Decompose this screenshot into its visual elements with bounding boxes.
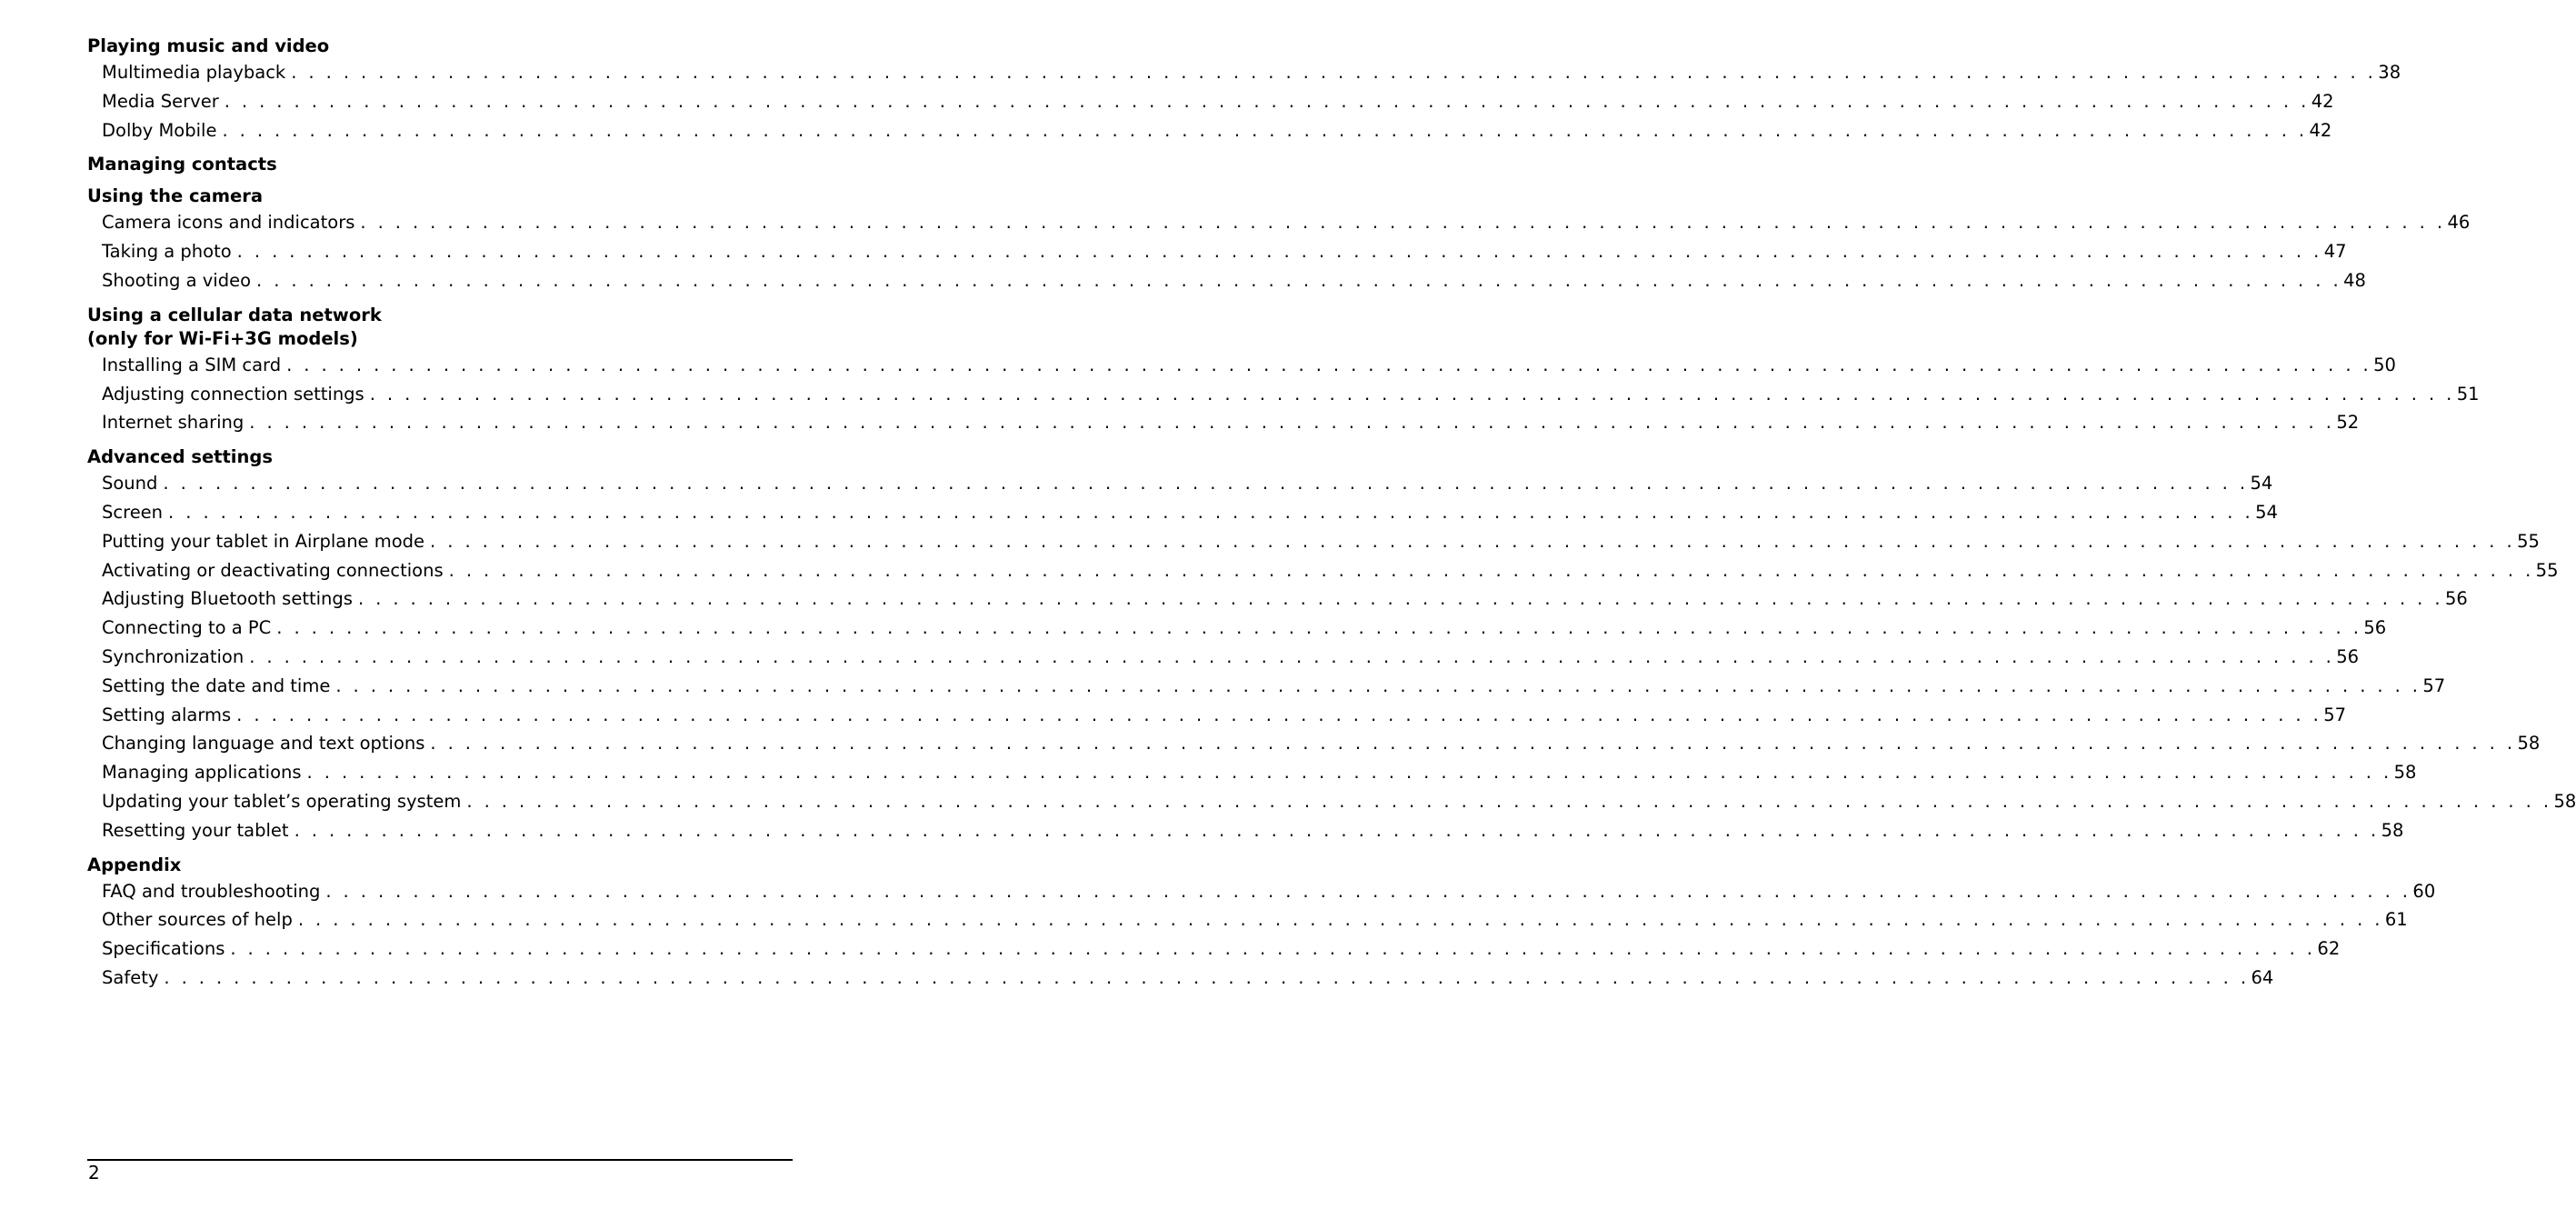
entry-label: Safety (102, 966, 159, 988)
entry-page-number: 42 (2311, 90, 2334, 112)
toc-entry[interactable] (87, 787, 2576, 816)
toc-entry[interactable] (87, 964, 2274, 993)
dot-leader: . . . . . . . . . . . . . . . . . . . . . . . . . . . . . . . . . . . . . . . . . . . . . . . . . . . . . . . . . . . . . . . . . . . . . . . . . . . . . . . . . . . . . . . . . . . . . . . . . . . . . . . . . . . . . . . . . . . . . . . . (164, 966, 2250, 988)
toc-entry[interactable] (87, 87, 2334, 116)
entry-label: Activating or deactivating connections (102, 559, 444, 581)
entry-page-number: 57 (2422, 674, 2446, 696)
entry-page-number: 56 (2444, 588, 2468, 610)
entry-label: Sound (102, 473, 158, 495)
entry-label: Installing a SIM card (102, 354, 282, 375)
dot-leader: . . . . . . . . . . . . . . . . . . . . . . . . . . . . . . . . . . . . . . . . . . . . . . . . . . . . . . . . . . . . . . . . . . . . . . . . . . . . . . . . . . . . . . . . . . . . . . . . . . . . . . . . . . . . . . . . . . . . . . . . (325, 880, 2411, 902)
toc-entry[interactable] (87, 380, 2480, 409)
entry-page-number: 55 (2517, 530, 2540, 552)
entry-label: Multimedia playback (102, 62, 286, 83)
section-heading: Appendix (87, 854, 182, 875)
entry-label: Adjusting connection settings (102, 383, 364, 405)
entry-label: Shooting a video (102, 269, 252, 291)
toc-entry[interactable] (87, 729, 2541, 758)
toc-entry[interactable] (87, 934, 2341, 964)
dot-leader: . . . . . . . . . . . . . . . . . . . . . . . . . . . . . . . . . . . . . . . . . . . . . . . . . . . . . . . . . . . . . . . . . . . . . . . . . . . . . . . . . . . . . . . . . . . . . . . . . . . . . . . . . . . . . . . . . . . . . . . . (369, 383, 2455, 405)
toc-entry[interactable] (87, 816, 2404, 845)
dot-leader: . . . . . . . . . . . . . . . . . . . . . . . . . . . . . . . . . . . . . . . . . . . . . . . . . . . . . . . . . . . . . . . . . . . . . . . . . . . . . . . . . . . . . . . . . . . . . . . . . . . . . . . . . . . . . . . . . . . . . . . . (236, 704, 2322, 725)
dot-leader: . . . . . . . . . . . . . . . . . . . . . . . . . . . . . . . . . . . . . . . . . . . . . . . . . . . . . . . . . . . . . . . . . . . . . . . . . . . . . . . . . . . . . . . . . . . . . . . . . . . . . . . . . . . . . . . . . . . . . . . . (249, 645, 2335, 667)
toc-entry[interactable] (87, 614, 2387, 643)
toc-entry[interactable] (87, 672, 2446, 701)
toc-entry[interactable] (87, 408, 2360, 437)
dot-leader: . . . . . . . . . . . . . . . . . . . . . . . . . . . . . . . . . . . . . . . . . . . . . . . . . . . . . . . . . . . . . . . . . . . . . . . . . . . . . . . . . . . . . . . . . . . . . . . . . . . . . . . . . . . . . . . . . . . . . . . . (222, 119, 2308, 141)
dot-leader: . . . . . . . . . . . . . . . . . . . . . . . . . . . . . . . . . . . . . . . . . . . . . . . . . . . . . . . . . . . . . . . . . . . . . . . . . . . . . . . . . . . . . . . . . . . . . . . . . . . . . . . . . . . . . . . . . . . . . . . . (466, 790, 2552, 812)
entry-label: Connecting to a PC (102, 617, 272, 639)
dot-leader: . . . . . . . . . . . . . . . . . . . . . . . . . . . . . . . . . . . . . . . . . . . . . . . . . . . . . . . . . . . . . . . . . . . . . . . . . . . . . . . . . . . . . . . . . . . . . . . . . . . . . . . . . . . . . . . . . . . . . . . . (249, 412, 2335, 434)
entry-label: Updating your tablet’s operating system (102, 790, 462, 812)
toc-entry[interactable] (87, 585, 2468, 614)
dot-leader: . . . . . . . . . . . . . . . . . . . . . . . . . . . . . . . . . . . . . . . . . . . . . . . . . . . . . . . . . . . . . . . . . . . . . . . . . . . . . . . . . . . . . . . . . . . . . . . . . . . . . . . . . . . . . . . . . . . . . . . . (286, 354, 2372, 375)
dot-leader: . . . . . . . . . . . . . . . . . . . . . . . . . . . . . . . . . . . . . . . . . . . . . . . . . . . . . . . . . . . . . . . . . . . . . . . . . . . . . . . . . . . . . . . . . . . . . . . . . . . . . . . . . . . . . . . . . . . . . . . . (230, 938, 2316, 960)
toc-entry[interactable] (87, 905, 2408, 934)
entry-label: Screen (102, 501, 164, 523)
entry-label: Media Server (102, 90, 219, 112)
toc-entry[interactable] (87, 266, 2366, 295)
section-heading: Using a cellular data network (only for Wi-Fi+3G models) (87, 304, 382, 349)
dot-leader: . . . . . . . . . . . . . . . . . . . . . . . . . . . . . . . . . . . . . . . . . . . . . . . . . . . . . . . . . . . . . . . . . . . . . . . . . . . . . . . . . . . . . . . . . . . . . . . . . . . . . . . . . . . . . . . . . . . . . . . . (448, 559, 2534, 581)
toc-entry[interactable] (87, 469, 2273, 498)
entry-label: Resetting your tablet (102, 819, 289, 841)
entry-page-number: 58 (2517, 733, 2541, 754)
toc-entry[interactable] (87, 208, 2471, 237)
toc-section (87, 35, 2401, 145)
entry-label: Setting alarms (102, 704, 232, 725)
dot-leader: . . . . . . . . . . . . . . . . . . . . . . . . . . . . . . . . . . . . . . . . . . . . . . . . . . . . . . . . . . . . . . . . . . . . . . . . . . . . . . . . . . . . . . . . . . . . . . . . . . . . . . . . . . . . . . . . . . . . . . . . (306, 762, 2392, 784)
dot-leader: . . . . . . . . . . . . . . . . . . . . . . . . . . . . . . . . . . . . . . . . . . . . . . . . . . . . . . . . . . . . . . . . . . . . . . . . . . . . . . . . . . . . . . . . . . . . . . . . . . . . . . . . . . . . . . . . . . . . . . . . (297, 909, 2383, 931)
toc-section (87, 854, 2436, 993)
entry-label: Camera icons and indicators (102, 212, 355, 234)
toc-entry[interactable] (87, 58, 2401, 87)
entry-label: Putting your tablet in Airplane mode (102, 530, 425, 552)
entry-label: Changing language and text options (102, 733, 425, 754)
toc-section (87, 185, 2471, 295)
dot-leader: . . . . . . . . . . . . . . . . . . . . . . . . . . . . . . . . . . . . . . . . . . . . . . . . . . . . . . . . . . . . . . . . . . . . . . . . . . . . . . . . . . . . . . . . . . . . . . . . . . . . . . . . . . . . . . . . . . . . . . . . (291, 62, 2377, 83)
section-heading: Advanced settings (87, 446, 273, 468)
dot-leader: . . . . . . . . . . . . . . . . . . . . . . . . . . . . . . . . . . . . . . . . . . . . . . . . . . . . . . . . . . . . . . . . . . . . . . . . . . . . . . . . . . . . . . . . . . . . . . . . . . . . . . . . . . . . . . . . . . . . . . . . (236, 241, 2322, 263)
entry-label: Internet sharing (102, 412, 245, 434)
dot-leader: . . . . . . . . . . . . . . . . . . . . . . . . . . . . . . . . . . . . . . . . . . . . . . . . . . . . . . . . . . . . . . . . . . . . . . . . . . . . . . . . . . . . . . . . . . . . . . . . . . . . . . . . . . . . . . . . . . . . . . . . (335, 674, 2421, 696)
toc-entry[interactable] (87, 758, 2417, 787)
entry-page-number: 58 (2381, 819, 2404, 841)
dot-leader: . . . . . . . . . . . . . . . . . . . . . . . . . . . . . . . . . . . . . . . . . . . . . . . . . . . . . . . . . . . . . . . . . . . . . . . . . . . . . . . . . . . . . . . . . . . . . . . . . . . . . . . . . . . . . . . . . . . . . . . . (168, 501, 2254, 523)
dot-leader: . . . . . . . . . . . . . . . . . . . . . . . . . . . . . . . . . . . . . . . . . . . . . . . . . . . . . . . . . . . . . . . . . . . . . . . . . . . . . . . . . . . . . . . . . . . . . . . . . . . . . . . . . . . . . . . . . . . . . . . . (256, 269, 2342, 291)
entry-page-number: 55 (2535, 559, 2559, 581)
entry-page-number: 60 (2412, 880, 2436, 902)
entry-page-number: 54 (2250, 473, 2273, 495)
entry-label: Dolby Mobile (102, 119, 217, 141)
dot-leader: . . . . . . . . . . . . . . . . . . . . . . . . . . . . . . . . . . . . . . . . . . . . . . . . . . . . . . . . . . . . . . . . . . . . . . . . . . . . . . . . . . . . . . . . . . . . . . . . . . . . . . . . . . . . . . . . . . . . . . . . (430, 733, 2516, 754)
toc-entry[interactable] (87, 877, 2436, 906)
entry-label: Synchronization (102, 645, 245, 667)
entry-label: FAQ and troubleshooting (102, 880, 321, 902)
entry-label: Adjusting Bluetooth settings (102, 588, 353, 610)
entry-page-number: 50 (2373, 354, 2396, 375)
entry-page-number: 47 (2323, 241, 2347, 263)
dot-leader: . . . . . . . . . . . . . . . . . . . . . . . . . . . . . . . . . . . . . . . . . . . . . . . . . . . . . . . . . . . . . . . . . . . . . . . . . . . . . . . . . . . . . . . . . . . . . . . . . . . . . . . . . . . . . . . . . . . . . . . . (430, 530, 2516, 552)
entry-page-number: 38 (2378, 62, 2401, 83)
toc-entry[interactable] (87, 237, 2347, 266)
toc-entry[interactable] (87, 527, 2540, 556)
entry-page-number: 42 (2309, 119, 2332, 141)
dot-leader: . . . . . . . . . . . . . . . . . . . . . . . . . . . . . . . . . . . . . . . . . . . . . . . . . . . . . . . . . . . . . . . . . . . . . . . . . . . . . . . . . . . . . . . . . . . . . . . . . . . . . . . . . . . . . . . . . . . . . . . . (224, 90, 2310, 112)
entry-label: Other sources of help (102, 909, 293, 931)
entry-page-number: 54 (2255, 501, 2278, 523)
toc-entry[interactable] (87, 643, 2360, 672)
entry-page-number: 56 (2363, 617, 2387, 639)
entry-page-number: 56 (2336, 645, 2360, 667)
entry-label: Managing applications (102, 762, 302, 784)
toc-section (87, 153, 762, 176)
toc-entry[interactable] (87, 498, 2278, 527)
entry-page-number: 58 (2393, 762, 2417, 784)
entry-label: Setting the date and time (102, 674, 331, 696)
entry-page-number: 52 (2336, 412, 2360, 434)
dot-leader: . . . . . . . . . . . . . . . . . . . . . . . . . . . . . . . . . . . . . . . . . . . . . . . . . . . . . . . . . . . . . . . . . . . . . . . . . . . . . . . . . . . . . . . . . . . . . . . . . . . . . . . . . . . . . . . . . . . . . . . . (357, 588, 2443, 610)
dot-leader: . . . . . . . . . . . . . . . . . . . . . . . . . . . . . . . . . . . . . . . . . . . . . . . . . . . . . . . . . . . . . . . . . . . . . . . . . . . . . . . . . . . . . . . . . . . . . . . . . . . . . . . . . . . . . . . . . . . . . . . . (163, 473, 2249, 495)
toc-entry[interactable] (87, 556, 2559, 585)
entry-page-number: 51 (2456, 383, 2480, 405)
entry-label: Taking a photo (102, 241, 232, 263)
page-number: 2 (88, 1162, 100, 1184)
toc-entry[interactable] (87, 116, 2332, 145)
entry-page-number: 64 (2251, 966, 2274, 988)
entry-page-number: 61 (2384, 909, 2408, 931)
entry-page-number: 57 (2323, 704, 2347, 725)
entry-page-number: 48 (2343, 269, 2366, 291)
toc-section (87, 445, 2576, 844)
entry-page-number: 62 (2317, 938, 2341, 960)
dot-leader: . . . . . . . . . . . . . . . . . . . . . . . . . . . . . . . . . . . . . . . . . . . . . . . . . . . . . . . . . . . . . . . . . . . . . . . . . . . . . . . . . . . . . . . . . . . . . . . . . . . . . . . . . . . . . . . . . . . . . . . . (360, 212, 2446, 234)
table-of-contents (87, 35, 2576, 1001)
entry-page-number: 46 (2447, 212, 2471, 234)
toc-section (87, 304, 2480, 437)
toc-entry[interactable] (87, 351, 2396, 380)
section-heading: Playing music and video (87, 35, 330, 56)
section-heading: Using the camera (87, 185, 264, 207)
dot-leader: . . . . . . . . . . . . . . . . . . . . . . . . . . . . . . . . . . . . . . . . . . . . . . . . . . . . . . . . . . . . . . . . . . . . . . . . . . . . . . . . . . . . . . . . . . . . . . . . . . . . . . . . . . . . . . . . . . . . . . . . (276, 617, 2362, 639)
entry-page-number: 58 (2553, 790, 2576, 812)
dot-leader: . . . . . . . . . . . . . . . . . . . . . . . . . . . . . . . . . . . . . . . . . . . . . . . . . . . . . . . . . . . . . . . . . . . . . . . . . . . . . . . . . . . . . . . . . . . . . . . . . . . . . . . . . . . . . . . . . . . . . . . . (294, 819, 2380, 841)
entry-label: Specifications (102, 938, 225, 960)
footer-rule (87, 1159, 793, 1161)
section-heading: Managing contacts (87, 154, 277, 175)
toc-entry[interactable] (87, 701, 2347, 730)
